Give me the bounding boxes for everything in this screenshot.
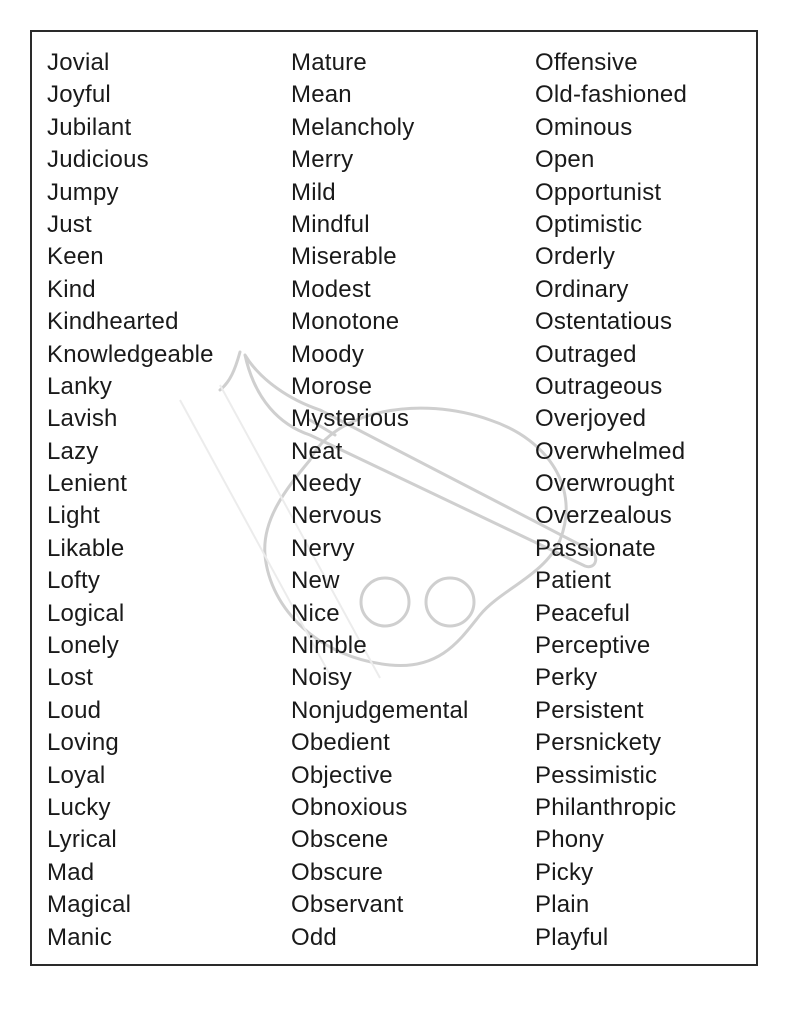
word-item: Lofty <box>47 567 101 595</box>
word-item: Opportunist <box>535 178 662 206</box>
word-item: Lavish <box>47 405 118 433</box>
word-item: Perky <box>535 664 598 692</box>
word-item: Mysterious <box>291 405 410 433</box>
word-item: Lonely <box>47 632 119 660</box>
word-item: Likable <box>47 534 125 562</box>
word-item: Picky <box>535 858 594 886</box>
word-item: Philanthropic <box>535 793 677 821</box>
word-item: Observant <box>291 891 404 919</box>
word-item: New <box>291 567 340 595</box>
word-item: Overwhelmed <box>535 437 686 465</box>
word-item: Loud <box>47 696 102 724</box>
word-item: Lucky <box>47 793 111 821</box>
word-item: Jumpy <box>47 178 119 206</box>
word-item: Old-fashioned <box>535 81 688 109</box>
word-item: Overwrought <box>535 470 675 498</box>
word-item: Kind <box>47 275 96 303</box>
word-column-1 <box>47 47 214 954</box>
word-item: Jovial <box>47 49 110 76</box>
word-item: Mean <box>291 81 352 109</box>
word-item: Jubilant <box>47 113 132 141</box>
word-item: Nimble <box>291 632 367 660</box>
word-item: Modest <box>291 275 371 303</box>
word-item: Overjoyed <box>535 405 647 433</box>
word-item: Obedient <box>291 729 391 757</box>
word-item: Peaceful <box>535 599 630 627</box>
word-item: Pessimistic <box>535 761 658 789</box>
word-item: Mad <box>47 858 95 886</box>
word-column-3 <box>535 47 687 954</box>
word-item: Ostentatious <box>535 308 673 336</box>
word-item: Outraged <box>535 340 637 368</box>
word-item: Objective <box>291 761 393 789</box>
word-item: Magical <box>47 891 132 919</box>
word-item: Open <box>535 146 595 174</box>
word-item: Merry <box>291 146 354 174</box>
word-item: Melancholy <box>291 113 415 141</box>
word-item: Keen <box>47 243 104 271</box>
word-item: Nonjudgemental <box>291 696 469 724</box>
word-item: Plain <box>535 891 590 919</box>
word-item: Offensive <box>535 49 638 76</box>
word-item: Light <box>47 502 101 530</box>
word-item: Nice <box>291 599 340 627</box>
word-item: Obscure <box>291 858 384 886</box>
word-item: Just <box>47 210 92 238</box>
word-item: Knowledgeable <box>47 340 214 368</box>
word-item: Monotone <box>291 308 400 336</box>
word-item: Obnoxious <box>291 793 408 821</box>
word-item: Lost <box>47 664 94 692</box>
word-item: Patient <box>535 567 612 595</box>
word-item: Persnickety <box>535 729 662 757</box>
word-item: Outrageous <box>535 372 663 400</box>
word-item: Lazy <box>47 437 99 465</box>
word-item: Neat <box>291 437 343 465</box>
word-item: Overzealous <box>535 502 672 530</box>
word-item: Judicious <box>47 146 149 174</box>
word-item: Joyful <box>47 81 111 109</box>
word-item: Playful <box>535 923 609 951</box>
word-item: Loving <box>47 729 119 757</box>
word-item: Perceptive <box>535 632 651 660</box>
word-item: Mature <box>291 49 367 76</box>
word-item: Lenient <box>47 470 128 498</box>
word-item: Manic <box>47 923 113 951</box>
word-item: Mindful <box>291 210 370 238</box>
word-item: Lyrical <box>47 826 117 854</box>
word-item: Optimistic <box>535 210 643 238</box>
word-item: Miserable <box>291 243 397 271</box>
word-item: Nervous <box>291 502 382 530</box>
word-item: Odd <box>291 923 337 951</box>
word-item: Loyal <box>47 761 106 789</box>
word-item: Lanky <box>47 372 113 400</box>
word-item: Moody <box>291 340 365 368</box>
word-item: Passionate <box>535 534 656 562</box>
word-item: Orderly <box>535 243 616 271</box>
word-item: Nervy <box>291 534 355 562</box>
word-column-2 <box>291 47 469 954</box>
word-item: Needy <box>291 470 362 498</box>
word-item: Ordinary <box>535 275 629 303</box>
word-item: Morose <box>291 372 373 400</box>
word-item: Obscene <box>291 826 389 854</box>
word-item: Mild <box>291 178 336 206</box>
word-item: Persistent <box>535 696 644 724</box>
word-item: Logical <box>47 599 125 627</box>
word-item: Noisy <box>291 664 353 692</box>
word-item: Kindhearted <box>47 308 179 336</box>
word-item: Ominous <box>535 113 633 141</box>
word-item: Phony <box>535 826 605 854</box>
